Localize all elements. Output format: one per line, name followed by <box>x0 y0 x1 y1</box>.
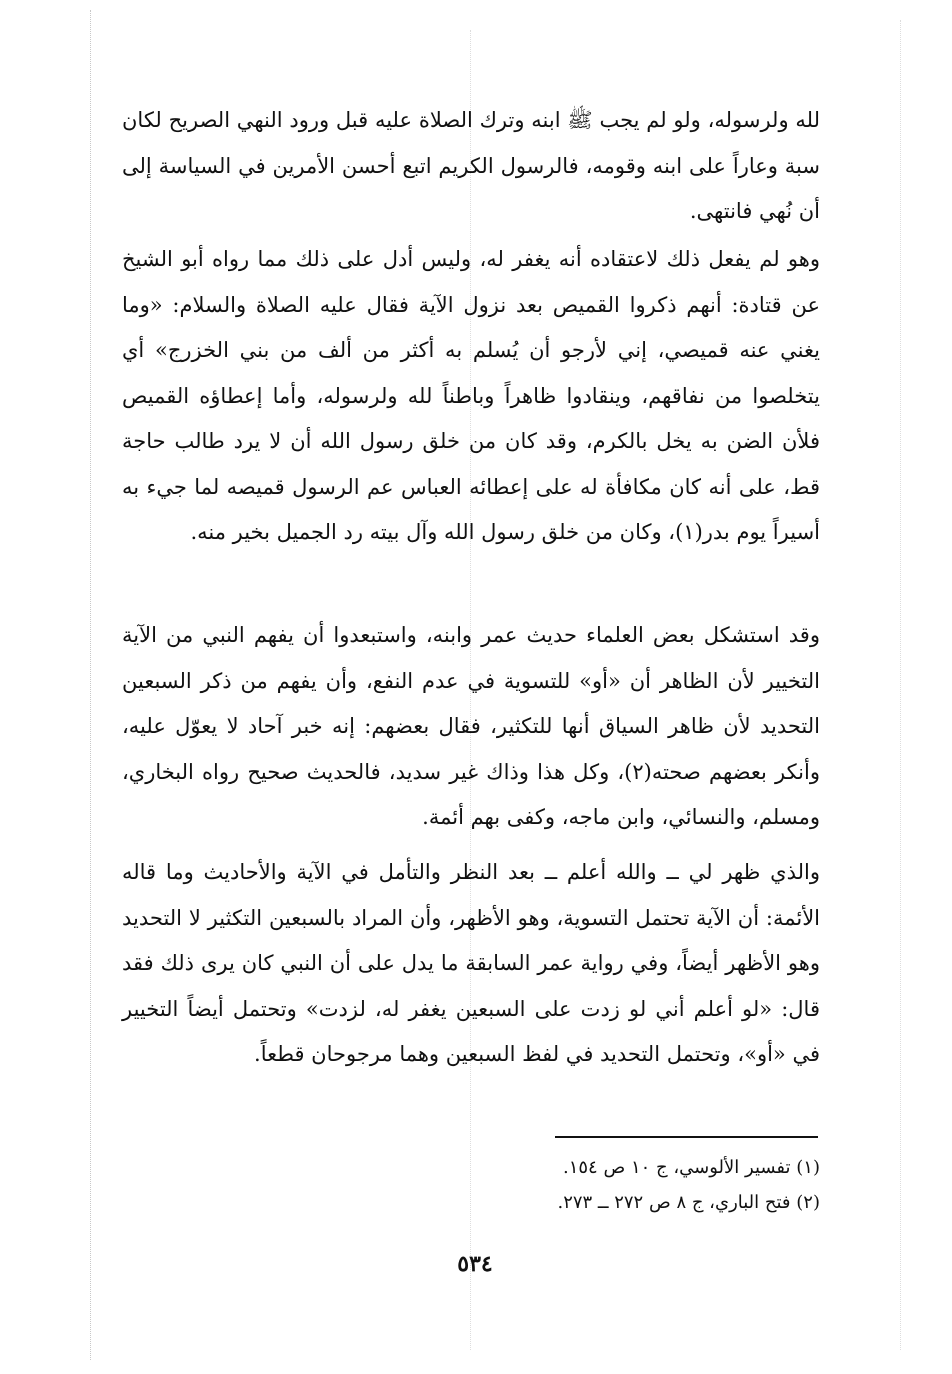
paragraph-text: لله ولرسوله، ولو لم يجب ﷺ ابنه وترك الصلاة عليه قبل ورود النهي الصريح لكان سبة وعاراً على ابنه وقومه، فالرسول الكريم اتبع أحسن الأمرين في السياسة إلى أن نُهي فانتهى. <box>122 108 820 223</box>
footnotes <box>400 1150 820 1220</box>
body-paragraph <box>122 850 820 1078</box>
scan-guide-line <box>900 20 901 1350</box>
page-number: ٥٣٤ <box>457 1251 493 1277</box>
body-paragraph <box>122 237 820 556</box>
body-paragraph <box>122 98 820 235</box>
body-paragraph <box>122 613 820 841</box>
footnote-divider <box>555 1136 818 1138</box>
footnote-2: (٢) فتح الباري، ج ٨ ص ٢٧٢ ــ ٢٧٣. <box>557 1192 820 1213</box>
paragraph-text: وهو لم يفعل ذلك لاعتقاده أنه يغفر له، وليس أدل على ذلك مما رواه أبو الشيخ عن قتادة: أنهم ذكروا القميص بعد نزول الآية فقال عليه الصلاة والسلام: «وما يغني عنه قميصي، إني لأرجو أن يُسلم به أكثر من ألف من بني الخزرج» أي يتخلصوا من نفاقهم، وينقادوا ظاهراً وباطناً لله ولرسوله، وأما إعطاؤه القميص فلأن الضن به يخل بالكرم، وقد كان من خلق رسول الله أن لا يرد طالب حاجة قط، على أنه كان مكافأة له على إعطائه العباس عم الرسول قميصه لما جيء به أسيراً يوم بدر(١)، وكان من خلق رسول الله وآل بيته رد الجميل بخير منه. <box>122 247 820 544</box>
paragraph-text: والذي ظهر لي ــ والله أعلم ــ بعد النظر والتأمل في الآية والأحاديث وما قاله الأئمة: أن الآية تحتمل التسوية، وهو الأظهر، وأن المراد بالسبعين التكثير لا التحديد وهو الأظهر أيضاً، وفي رواية عمر السابقة ما يدل على أن النبي كان يرى ذلك فقد قال: «لو أعلم أني لو زدت على السبعين يغفر له، لزدت» وتحتمل أيضاً التخيير في «أو»، وتحتمل التحديد في لفظ السبعين وهما مرجوحان قطعاً. <box>122 860 820 1066</box>
scan-guide-line <box>90 10 91 1360</box>
footnote-1: (١) تفسير الألوسي، ج ١٠ ص ١٥٤. <box>562 1157 820 1178</box>
paragraph-text: وقد استشكل بعض العلماء حديث عمر وابنه، واستبعدوا أن يفهم النبي من الآية التخيير لأن الظاهر أن «أو» للتسوية في عدم النفع، وأن يفهم من ذكر السبعين التحديد لأن ظاهر السياق أنها للتكثير، فقال بعضهم: إنه خبر آحاد لا يعوّل عليه، وأنكر بعضهم صحته(٢)، وكل هذا وذاك غير سديد، فالحديث صحيح رواه البخاري، ومسلم، والنسائي، وابن ماجه، وكفى بهم أئمة. <box>122 623 820 829</box>
